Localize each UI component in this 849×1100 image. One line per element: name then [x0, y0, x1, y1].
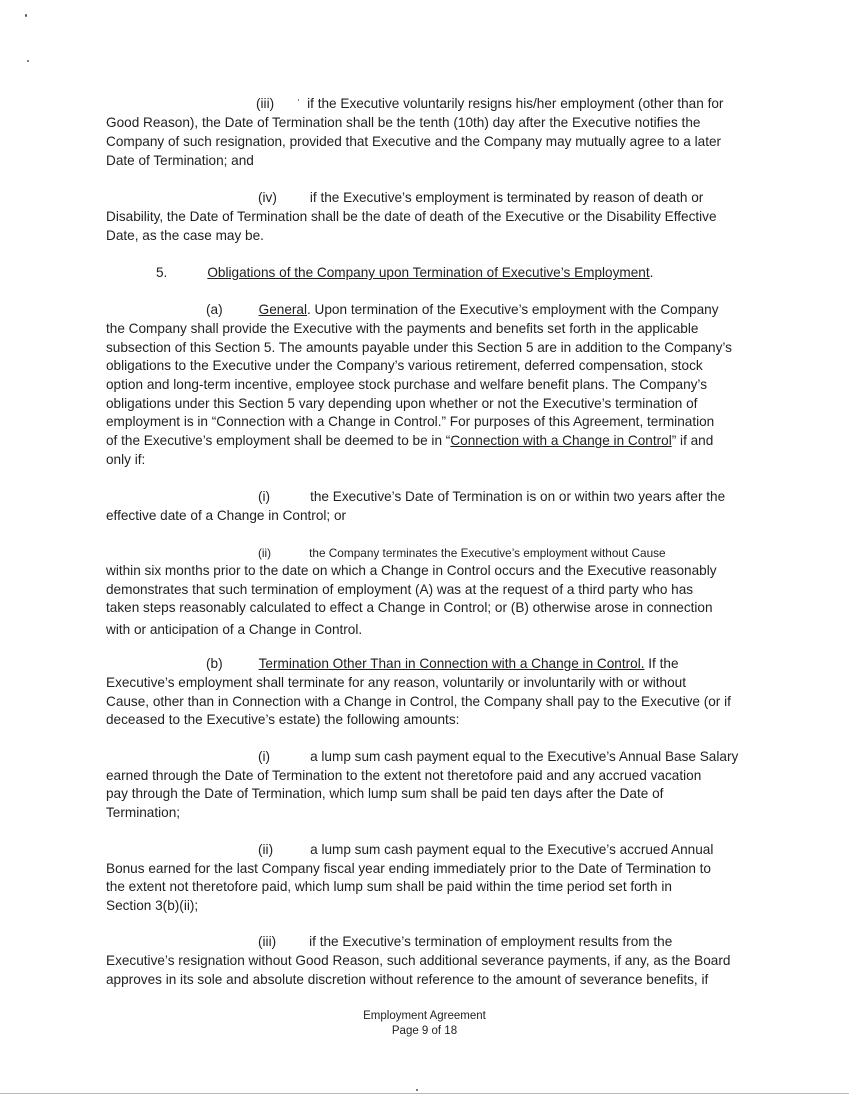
paragraph-b-i-line1: (i) a lump sum cash payment equal to the Executive’s Annual Base Salary [258, 749, 739, 764]
paragraph-marker: (iii) [258, 934, 277, 949]
paragraph-iii-line3: Company of such resignation, provided that Executive and the Company may mutually agree to a later [106, 134, 722, 149]
paragraph-a-line1: (a) General. Upon termination of the Executive’s employment with the Company [206, 302, 719, 317]
paragraph-b-line3: Cause, other than in Connection with a Change in Control, the Company shall pay to the Executive (or if [106, 694, 731, 709]
paragraph-b-ii-line2: Bonus earned for the last Company fiscal year ending immediately prior to the Date of Termination to [106, 861, 711, 876]
paragraph-a-line8: of the Executive’s employment shall be deemed to be in “Connection with a Change in Control” if and [106, 433, 714, 448]
paragraph-a-line9: only if: [106, 452, 146, 467]
scan-speck [416, 1089, 418, 1091]
paragraph-b-line1: (b) Termination Other Than in Connection with a Change in Control. If the [206, 656, 679, 671]
paragraph-a-line7: employment is in “Connection with a Change in Control.” For purposes of this Agreement, termination [106, 414, 715, 429]
paragraph-marker: (ii) [258, 842, 274, 857]
paragraph-b-iii-line1: (iii) if the Executive’s termination of employment results from the [258, 934, 673, 949]
paragraph-a-i-line1: (i) the Executive’s Date of Termination is on or within two years after the [258, 489, 726, 504]
paragraph-a-ii-line4: taken steps reasonably calculated to effect a Change in Control; or (B) otherwise arose in connection [106, 600, 713, 615]
paragraph-a-line4: obligations to the Executive under the Company’s various retirement, deferred compensation, stock [106, 358, 703, 373]
paragraph-marker: (i) [258, 489, 271, 504]
paragraph-marker: (i) [258, 749, 271, 764]
paragraph-b-iii-line2: Executive’s resignation without Good Reason, such additional severance payments, if any, as the Board [106, 953, 731, 968]
paragraph-a-line5: option and long-term incentive, employee stock purchase and welfare benefit plans. The Company’s [106, 377, 707, 392]
paragraph-a-line3: subsection of this Section 5. The amounts payable under this Section 5 are in addition to the Company’s [106, 340, 732, 355]
section-title: Obligations of the Company upon Termination of Executive’s Employment [207, 265, 650, 280]
paragraph-b-i-line4: Termination; [106, 805, 181, 820]
paragraph-a-line2: the Company shall provide the Executive with the payments and benefits set forth in the applicable [106, 321, 699, 336]
section-number: 5. [156, 265, 168, 280]
paragraph-b-ii-line1: (ii) a lump sum cash payment equal to the Executive’s accrued Annual [258, 842, 714, 857]
paragraph-iii-line4: Date of Termination; and [106, 153, 254, 168]
paragraph-heading: General [258, 302, 307, 317]
paragraph-iii-line1: (iii) if the Executive voluntarily resigns his/her employment (other than for [256, 96, 724, 111]
defined-term: Connection with a Change in Control [450, 433, 672, 448]
page-bottom-rule [0, 1093, 849, 1094]
paragraph-a-ii-line1: (ii) the Company terminates the Executive’s employment without Cause [258, 546, 666, 560]
paragraph-b-line4: deceased to the Executive’s estate) the following amounts: [106, 712, 460, 727]
footer-title: Employment Agreement [363, 1010, 486, 1022]
paragraph-b-iii-line3: approves in its sole and absolute discretion without reference to the amount of severance benefits, if [106, 972, 709, 987]
paragraph-marker: (a) [206, 302, 223, 317]
scan-speck [27, 60, 29, 62]
paragraph-a-line6: obligations under this Section 5 vary depending upon whether or not the Executive’s termination of [106, 396, 698, 411]
paragraph-iii-line2: Good Reason), the Date of Termination shall be the tenth (10th) day after the Executive notifies the [106, 115, 701, 130]
paragraph-b-ii-line4: Section 3(b)(ii); [106, 898, 199, 913]
paragraph-iv-line3: Date, as the case may be. [106, 228, 264, 243]
paragraph-b-i-line2: earned through the Date of Termination to the extent not theretofore paid and any accrued vacation [106, 768, 702, 783]
section-5-heading: 5. Obligations of the Company upon Termination of Executive’s Employment. [156, 265, 654, 280]
paragraph-marker: (b) [206, 656, 223, 671]
paragraph-b-i-line3: pay through the Date of Termination, which lump sum shall be paid ten days after the Date of [106, 786, 664, 801]
paragraph-a-ii-line2: within six months prior to the date on which a Change in Control occurs and the Executive reasonably [106, 563, 717, 578]
paragraph-a-ii-line3: demonstrates that such termination of employment (A) was at the request of a third party who has [106, 582, 694, 597]
paragraph-b-line2: Executive’s employment shall terminate for any reason, voluntarily or involuntarily with or without [106, 675, 687, 690]
paragraph-iv-line2: Disability, the Date of Termination shall be the date of death of the Executive or the Disability Effective [106, 209, 717, 224]
paragraph-marker: (iii) [256, 96, 275, 111]
footer-page-number: Page 9 of 18 [391, 1025, 458, 1037]
scan-speck [25, 14, 27, 17]
paragraph-iv-line1: (iv) if the Executive’s employment is terminated by reason of death or [258, 190, 704, 205]
paragraph-b-ii-line3: the extent not theretofore paid, which lump sum shall be paid within the time period set forth in [106, 879, 672, 894]
paragraph-a-ii-line5: with or anticipation of a Change in Control. [106, 622, 363, 637]
paragraph-heading: Termination Other Than in Connection with a Change in Control. [258, 656, 645, 671]
paragraph-a-i-line2: effective date of a Change in Control; or [106, 508, 347, 523]
paragraph-marker: (ii) [258, 546, 272, 560]
paragraph-marker: (iv) [258, 190, 277, 205]
